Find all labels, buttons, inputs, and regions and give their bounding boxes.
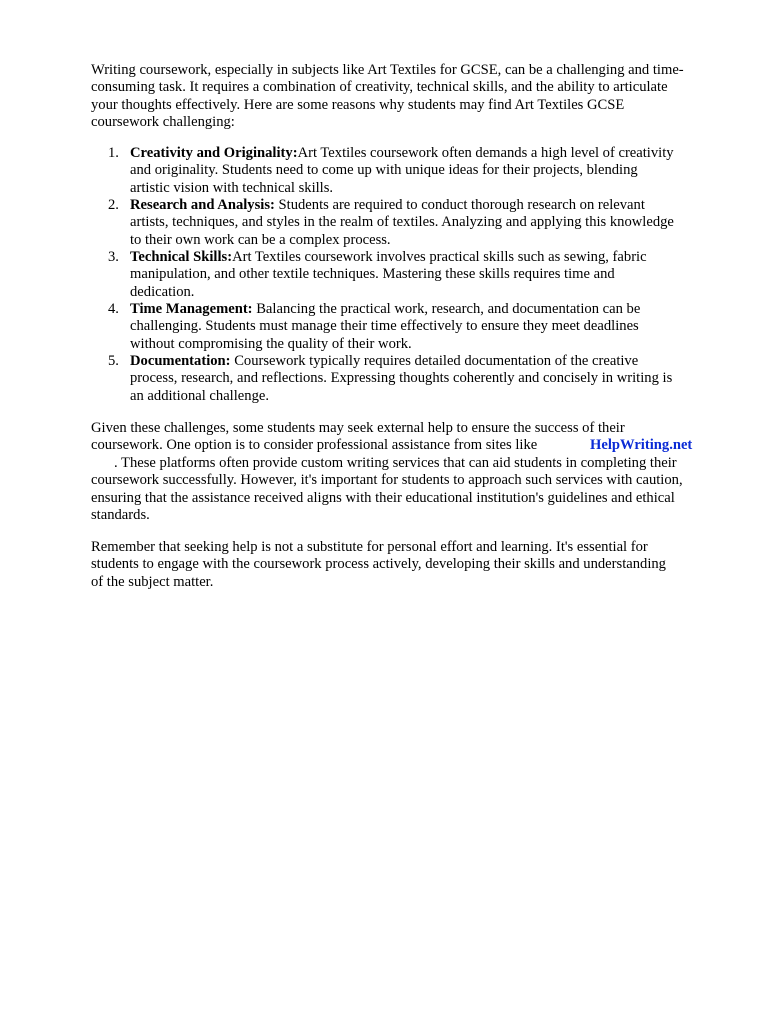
- list-term: Creativity and Originality:: [130, 145, 298, 161]
- list-text: process, research, and reflections. Expressing thoughts coherently and concisely in writing is: [130, 370, 673, 387]
- list-text: without compromising the quality of their work.: [130, 335, 412, 352]
- list-term: Technical Skills:: [130, 249, 233, 265]
- list-text: Students are required to conduct thorough research on relevant: [278, 197, 645, 213]
- closing-line: Remember that seeking help is not a substitute for personal effort and learning. It's essential for: [91, 539, 648, 555]
- list-item-body: [130, 145, 674, 197]
- list-term: Documentation:: [130, 353, 231, 369]
- intro-line: consuming task. It requires a combination of creativity, technical skills, and the ability to articulate: [91, 79, 668, 96]
- list-item-body: [130, 197, 674, 249]
- closing-paragraph: [91, 539, 666, 591]
- help-line: coursework successfully. However, it's important for students to approach such services with caution,: [91, 472, 683, 489]
- list-number: 1.: [108, 145, 119, 161]
- list-text: artistic vision with technical skills.: [130, 179, 334, 196]
- list-term: Time Management:: [130, 301, 253, 317]
- help-line: Given these challenges, some students may seek external help to ensure the success of their: [91, 420, 625, 436]
- list-number: 5.: [108, 353, 119, 369]
- list-text: challenging. Students must manage their time effectively to ensure they meet deadlines: [130, 318, 639, 335]
- helpwriting-link[interactable]: HelpWriting.net: [590, 437, 693, 454]
- list-number: 4.: [108, 301, 119, 317]
- list-term: Research and Analysis:: [130, 197, 275, 213]
- list-text: Balancing the practical work, research, and documentation can be: [256, 301, 641, 317]
- intro-line: your thoughts effectively. Here are some reasons why students may find Art Textiles GCSE: [91, 96, 625, 113]
- intro-line: Writing coursework, especially in subjects like Art Textiles for GCSE, can be a challenging and time-: [91, 62, 684, 78]
- help-line: coursework. One option is to consider professional assistance from sites like: [91, 437, 538, 454]
- intro-line: coursework challenging:: [91, 114, 235, 131]
- help-line: ensuring that the assistance received aligns with their educational institution's guidelines and ethical: [91, 489, 675, 506]
- closing-line: students to engage with the coursework process actively, developing their skills and understanding: [91, 556, 666, 573]
- list-item-body: [130, 249, 647, 301]
- list-text: and originality. Students need to come up with unique ideas for their projects, blending: [130, 162, 638, 179]
- list-text: to their own work can be a complex process.: [130, 231, 391, 248]
- closing-line: of the subject matter.: [91, 573, 214, 590]
- list-item-body: [130, 301, 640, 353]
- list-text: Coursework typically requires detailed documentation of the creative: [234, 353, 639, 369]
- help-paragraph: [91, 420, 731, 524]
- list-text: dedication.: [130, 283, 195, 300]
- list-text: Art Textiles coursework often demands a high level of creativity: [297, 145, 674, 161]
- list-item-body: [130, 353, 672, 405]
- list-text: Art Textiles coursework involves practical skills such as sewing, fabric: [232, 249, 647, 265]
- help-line-with-link: [91, 437, 731, 454]
- help-line: standards.: [91, 506, 150, 523]
- list-number: 3.: [108, 249, 119, 265]
- list-text: an additional challenge.: [130, 387, 269, 404]
- help-line: . These platforms often provide custom writing services that can aid students in completing their: [114, 454, 677, 471]
- list-text: manipulation, and other textile techniques. Mastering these skills requires time and: [130, 266, 615, 283]
- list-text: artists, techniques, and styles in the realm of textiles. Analyzing and applying this knowledge: [130, 214, 674, 231]
- list-number: 2.: [108, 197, 119, 213]
- intro-paragraph: [91, 62, 684, 132]
